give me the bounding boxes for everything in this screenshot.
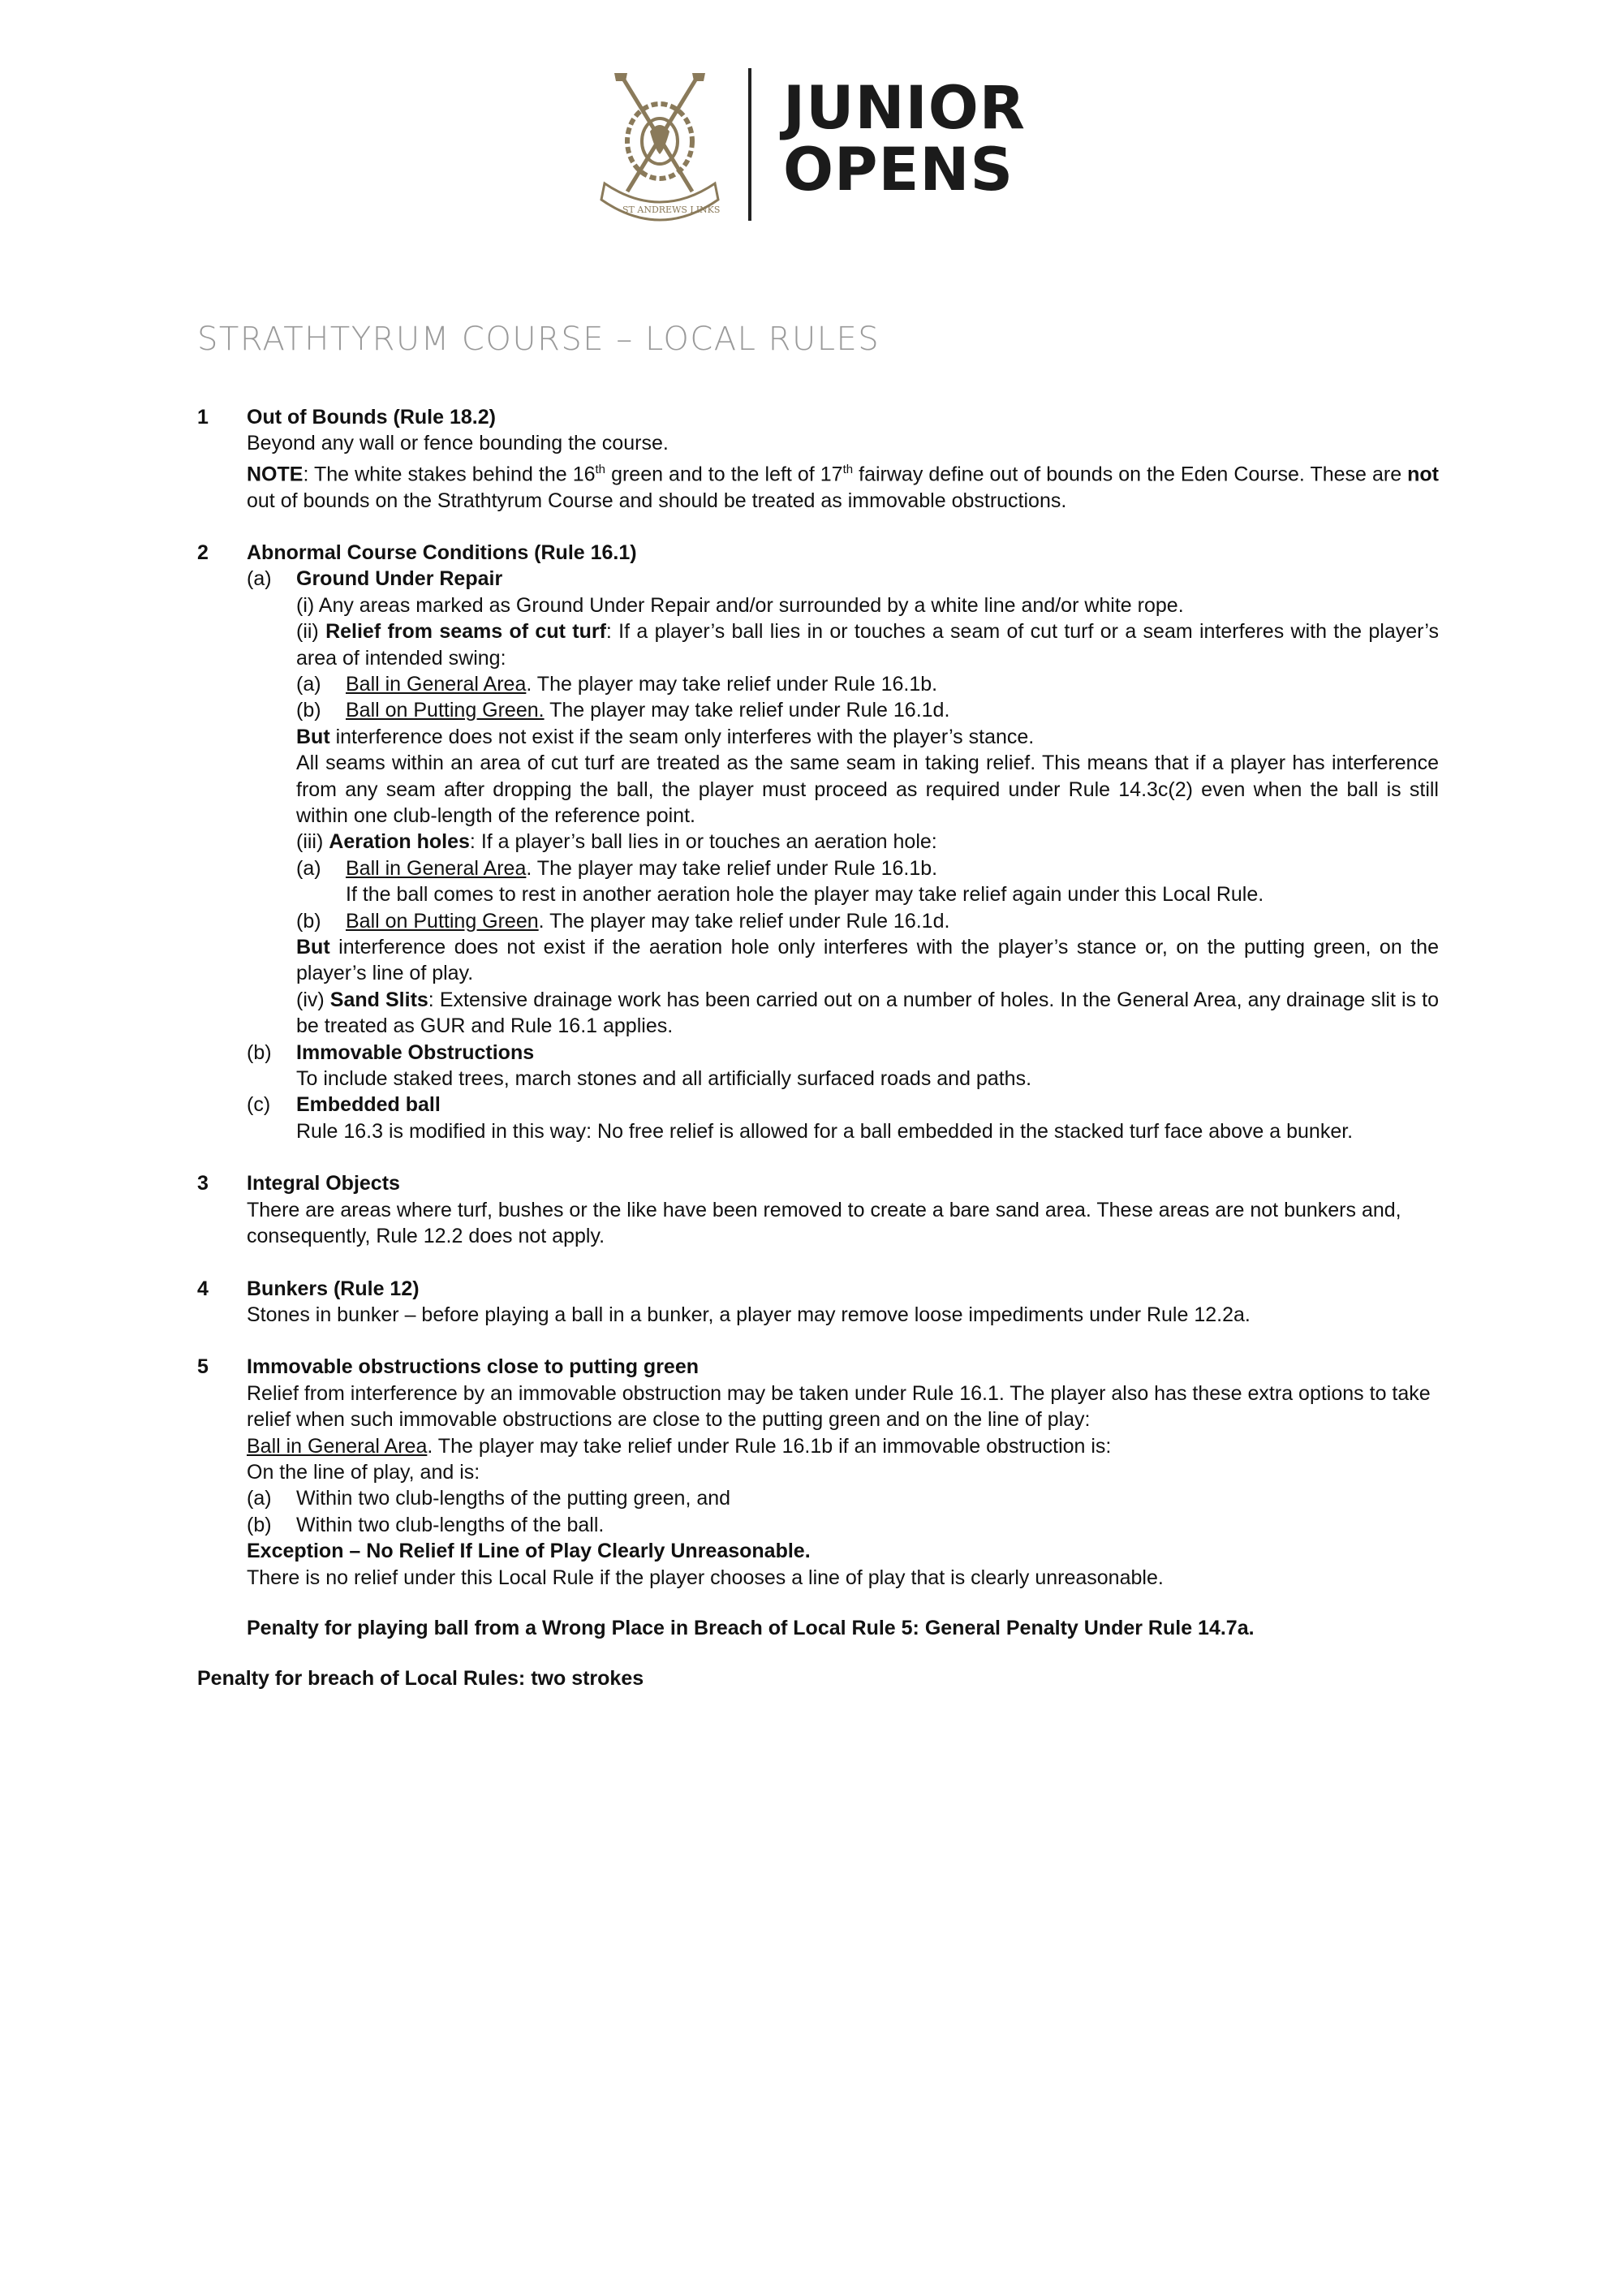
subsection-label: (a) (247, 567, 272, 591)
rule-item-i: (i) Any areas marked as Ground Under Repair and/or surrounded by a white line and/or white rope. (296, 593, 1184, 617)
section-note: NOTE: The white stakes behind the 16th green and to the left of 17th fairway define out of bounds on the Eden Course. These are not out of bounds on the Strathtyrum Course and should be treated as immovable obstructions. (247, 462, 1440, 512)
rule-item-ii-a: (a) Ball in General Area. The player may take relief under Rule 16.1b. (296, 672, 938, 696)
logo-divider (748, 68, 751, 221)
rule-item-iii: (iii) Aeration holes: If a player’s ball lies in or touches an aeration hole: (296, 830, 937, 854)
subsection-label: (b) (247, 1040, 272, 1064)
section-number: 2 (197, 541, 209, 564)
penalty-wrong-place: Penalty for playing ball from a Wrong Place in Breach of Local Rule 5: General Penalty Under Rule 14.7a. (247, 1616, 1255, 1639)
section-3 (197, 1170, 1439, 1249)
subsection-text: Rule 16.3 is modified in this way: No free relief is allowed for a ball embedded in the stacked turf face above a bunker. (296, 1119, 1354, 1143)
subsection-b (247, 1040, 1439, 1092)
section-text: There are areas where turf, bushes or the like have been removed to create a bare sand area. These areas are not bunkers and, consequently, Rule 12.2 does not apply. (247, 1198, 1401, 1248)
rule-seams-paragraph: All seams within an area of cut turf are treated as the same seam in taking relief. This means that if a player has interference from any seam after dropping the ball, the player must proceed as required under Rule 14.3c(2) even when the ball is still within one club-length of the reference point. (296, 752, 1439, 828)
rule-item-iv: (iv) Sand Slits: Extensive drainage work has been carried out on a number of holes. In the General Area, any drainage slit is to be treated as GUR and Rule 16.1 applies. (296, 988, 1439, 1038)
section-text: Beyond any wall or fence bounding the course. (247, 432, 669, 455)
section-number: 4 (197, 1277, 209, 1300)
section-number: 1 (197, 406, 209, 429)
exception-text: There is no relief under this Local Rule if the player chooses a line of play that is clearly unreasonable. (247, 1566, 1164, 1589)
rule-but-clause-2: But interference does not exist if the aeration hole only interferes with the player’s stance or, on the putting green, on the player’s line of play. (296, 936, 1439, 985)
section-number: 5 (197, 1355, 209, 1379)
rule-item-iii-a: (a) Ball in General Area. The player may take relief under Rule 16.1b. (296, 856, 938, 880)
subsection-text: To include staked trees, march stones and all artificially surfaced roads and paths. (296, 1067, 1032, 1091)
header (0, 63, 1623, 226)
section-text: Relief from interference by an immovable obstruction may be taken under Rule 16.1. The player also has these extra options to take relief when such immovable obstructions are close to the putting green and on the line of play: (247, 1381, 1431, 1432)
rule-item-ii-b: (b) Ball on Putting Green. The player may take relief under Rule 16.1d. (296, 699, 950, 722)
subsection-heading: Immovable Obstructions (296, 1040, 535, 1064)
st-andrews-links-crest-logo (596, 70, 723, 229)
rule-item-ii: (ii) Relief from seams of cut turf: If a player’s ball lies in or touches a seam of cut turf or a seam interferes with the player’s area of intended swing: (296, 620, 1439, 670)
section-2 (197, 540, 1439, 1144)
penalty-breach-local-rules: Penalty for breach of Local Rules: two strokes (197, 1667, 644, 1691)
list-item-b: (b) Within two club-lengths of the ball. (247, 1513, 605, 1536)
section-line-of-play: On the line of play, and is: (247, 1460, 480, 1484)
rule-but-clause: But interference does not exist if the seam only interferes with the player’s stance. (296, 725, 1035, 748)
exception-heading: Exception – No Relief If Line of Play Clearly Unreasonable. (247, 1540, 811, 1563)
page-title: STRATHTYRUM COURSE – LOCAL RULES (197, 321, 880, 358)
section-number: 3 (197, 1172, 209, 1195)
section-heading: Abnormal Course Conditions (Rule 16.1) (247, 541, 637, 564)
rule-item-iii-a-extra: If the ball comes to rest in another aeration hole the player may take relief again under this Local Rule. (346, 883, 1264, 907)
section-text: Stones in bunker – before playing a ball in a bunker, a player may remove loose impediments under Rule 12.2a. (247, 1303, 1251, 1326)
section-heading: Integral Objects (247, 1172, 400, 1195)
brand-line-2: OPENS (783, 136, 1014, 205)
brand-wordmark (783, 74, 1026, 205)
subsection-heading: Ground Under Repair (296, 567, 503, 591)
list-item-a: (a) Within two club-lengths of the putting green, and (247, 1487, 731, 1510)
section-1 (197, 404, 1439, 514)
brand-line-1: JUNIOR (783, 74, 1026, 143)
section-4 (197, 1276, 1439, 1329)
section-general-area: Ball in General Area. The player may take relief under Rule 16.1b if an immovable obstruction is: (247, 1434, 1112, 1458)
section-heading: Immovable obstructions close to putting green (247, 1355, 700, 1379)
local-rules-content (197, 404, 1439, 1692)
subsection-a (247, 566, 1439, 1039)
crest-ring-text: ST ANDREWS LINKS (622, 205, 721, 215)
section-heading: Out of Bounds (Rule 18.2) (247, 406, 496, 429)
subsection-label: (c) (247, 1093, 271, 1117)
section-5 (197, 1354, 1439, 1641)
section-heading: Bunkers (Rule 12) (247, 1277, 420, 1300)
subsection-heading: Embedded ball (296, 1093, 441, 1117)
rule-item-iii-b: (b) Ball on Putting Green. The player may take relief under Rule 16.1d. (296, 909, 950, 933)
subsection-c (247, 1092, 1439, 1144)
